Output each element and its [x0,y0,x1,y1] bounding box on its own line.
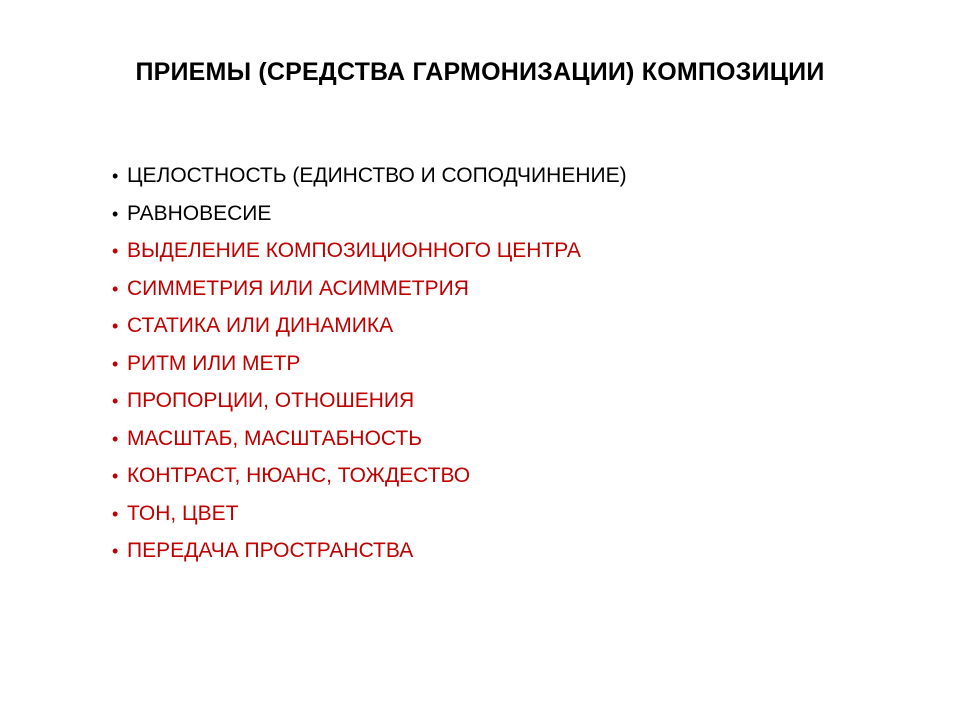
bullet-icon: • [112,541,119,561]
list-item [112,539,627,577]
list-item-text: ВЫДЕЛЕНИЕ КОМПОЗИЦИОННОГО ЦЕНТРА [127,239,581,262]
list-item-text: СТАТИКА ИЛИ ДИНАМИКА [127,314,394,337]
list-item [112,502,627,540]
list-item-text: ПРОПОРЦИИ, ОТНОШЕНИЯ [127,389,415,412]
list-item-text: РИТМ ИЛИ МЕТР [127,351,301,375]
bullet-icon: • [112,466,119,486]
list-item [112,164,627,202]
bullet-icon: • [112,353,119,374]
bullet-icon: • [112,278,119,299]
bullet-list [112,164,627,577]
list-item-text: ТОН, ЦВЕТ [127,501,239,525]
list-item [112,277,627,315]
bullet-icon: • [112,391,119,411]
list-item-text: КОНТРАСТ, НЮАНС, ТОЖДЕСТВО [127,464,471,487]
list-item-text: ПЕРЕДАЧА ПРОСТРАНСТВА [127,539,414,562]
list-item [112,389,627,427]
list-item [112,352,627,390]
bullet-icon: • [112,241,119,261]
list-item [112,239,627,277]
list-item [112,427,627,465]
bullet-icon: • [112,316,119,336]
list-item-text: СИММЕТРИЯ ИЛИ АСИММЕТРИЯ [127,276,469,300]
list-item-text: РАВНОВЕСИЕ [127,201,272,225]
list-item [112,202,627,240]
bullet-icon: • [112,503,119,524]
bullet-icon: • [112,203,119,224]
bullet-icon: • [112,428,119,449]
list-item-text: МАСШТАБ, МАСШТАБНОСТЬ [127,426,422,450]
list-item-text: ЦЕЛОСТНОСТЬ (ЕДИНСТВО И СОПОДЧИНЕНИЕ) [127,164,627,187]
list-item [112,314,627,352]
bullet-icon: • [112,166,119,186]
list-item [112,464,627,502]
slide-title: ПРИЕМЫ (СРЕДСТВА ГАРМОНИЗАЦИИ) КОМПОЗИЦИИ [135,58,825,86]
